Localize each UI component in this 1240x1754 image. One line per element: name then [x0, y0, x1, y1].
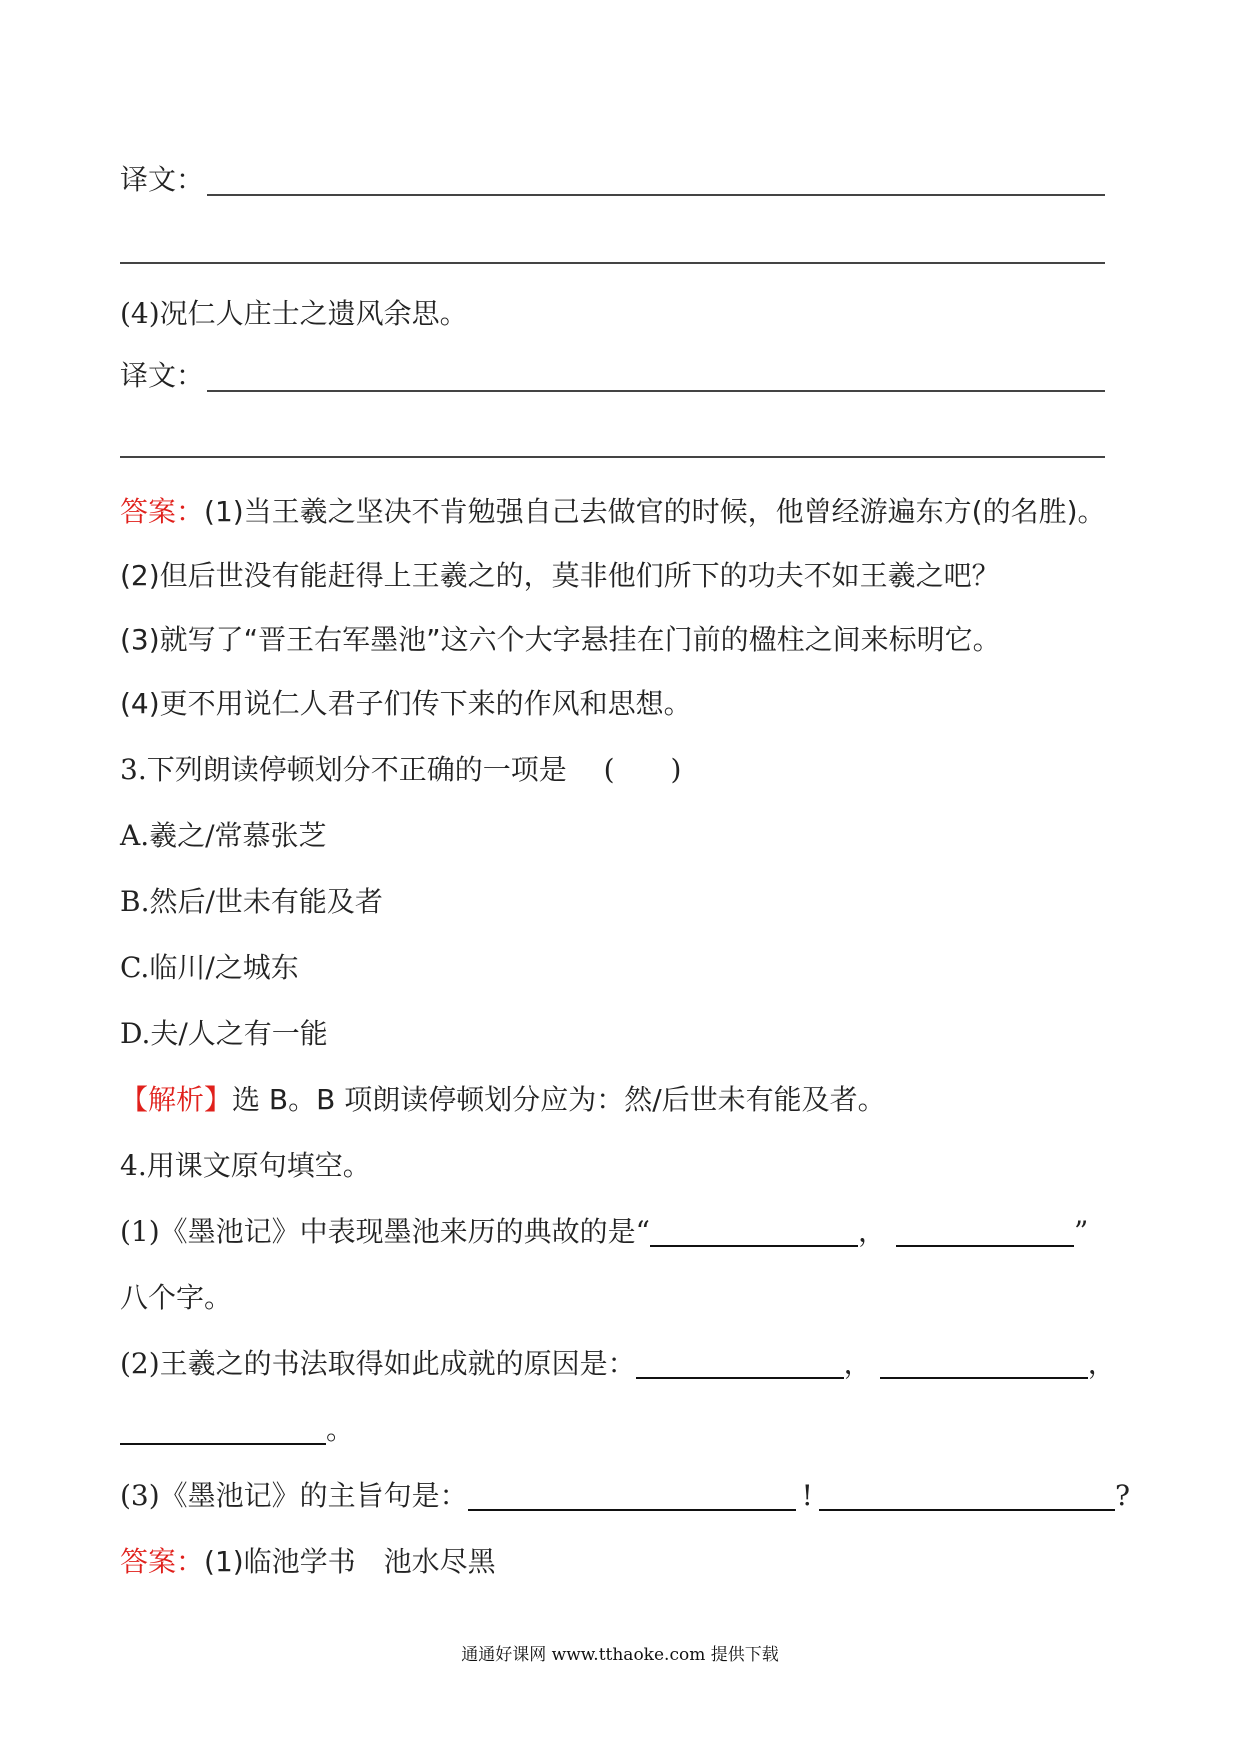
- option-d: D.夫/人之有一能: [120, 1017, 328, 1050]
- translation-row-3: [120, 162, 204, 198]
- answer-line: [207, 194, 1105, 196]
- translation-label: 译文：: [120, 359, 205, 392]
- question-4-item-2: [120, 1346, 1116, 1382]
- translation-row-4: [120, 358, 204, 394]
- fill-blank[interactable]: [636, 1347, 844, 1379]
- question-3: [120, 752, 681, 788]
- option-a: A.羲之/常慕张芝: [120, 819, 327, 852]
- fill-blank[interactable]: [819, 1479, 1115, 1511]
- item-2-sep: ，: [1087, 1347, 1116, 1380]
- answer-q2-4: (4)更不用说仁人君子们传下来的作风和思想。: [120, 687, 692, 720]
- answer-q4: [120, 1544, 496, 1580]
- question-4-stem: 4.用课文原句填空。: [120, 1149, 371, 1182]
- option-c: C.临川/之城东: [120, 951, 299, 984]
- translation-label: 译文：: [120, 163, 205, 196]
- question-4-item-1-cont: 八个字。: [120, 1281, 233, 1314]
- fill-blank[interactable]: [896, 1215, 1074, 1247]
- answer-label: 答案：: [120, 1545, 205, 1578]
- item-1-quote: ”: [1074, 1215, 1089, 1248]
- item-2-end: 。: [326, 1413, 355, 1446]
- fill-blank[interactable]: [468, 1479, 796, 1511]
- item-2-text: (2)王羲之的书法取得如此成就的原因是：: [120, 1347, 636, 1380]
- question-2-item-4: (4)况仁人庄士之遗风余思。: [120, 297, 468, 330]
- question-4-item-2-cont: [120, 1412, 354, 1448]
- answer-text: (1)当王羲之坚决不肯勉强自己去做官的时候，他曾经游遍东方(的名胜)。: [204, 495, 1106, 528]
- option-b: B.然后/世未有能及者: [120, 885, 383, 918]
- item-3-text: (3)《墨池记》的主旨句是：: [120, 1479, 468, 1512]
- item-1-comma: ，: [857, 1215, 886, 1248]
- fill-blank[interactable]: [880, 1347, 1088, 1379]
- question-4-item-1: [120, 1214, 1088, 1250]
- answer-label: 答案：: [120, 495, 205, 528]
- answer-q2-2: (2)但后世没有能赶得上王羲之的，莫非他们所下的功夫不如王羲之吧？: [120, 559, 1000, 592]
- question-4-item-3: [120, 1478, 1130, 1514]
- answer-paren: ( ): [603, 753, 682, 786]
- answer-q2-1: [120, 494, 1106, 530]
- item-3-excl: !: [801, 1479, 813, 1512]
- item-2-sep: ，: [843, 1347, 872, 1380]
- answer-text: (1)临池学书 池水尽黑: [204, 1545, 496, 1578]
- answer-line: [120, 262, 1105, 264]
- answer-line: [120, 456, 1105, 458]
- question-3-stem: 3.下列朗读停顿划分不正确的一项是: [120, 753, 567, 786]
- fill-blank[interactable]: [120, 1413, 326, 1445]
- answer-line: [207, 390, 1105, 392]
- analysis-text: 选 B。B 项朗读停顿划分应为：然/后世未有能及者。: [232, 1083, 886, 1116]
- fill-blank[interactable]: [650, 1215, 858, 1247]
- item-1-text: (1)《墨池记》中表现墨池来历的典故的是“: [120, 1215, 650, 1248]
- page-footer: 通通好课网 www.tthaoke.com 提供下载: [461, 1645, 779, 1665]
- analysis-label: 【解析】: [120, 1083, 233, 1116]
- analysis-q3: [120, 1082, 886, 1118]
- item-3-q: ?: [1114, 1479, 1130, 1512]
- answer-q2-3: (3)就写了“晋王右军墨池”这六个大字悬挂在门前的楹柱之间来标明它。: [120, 623, 1001, 656]
